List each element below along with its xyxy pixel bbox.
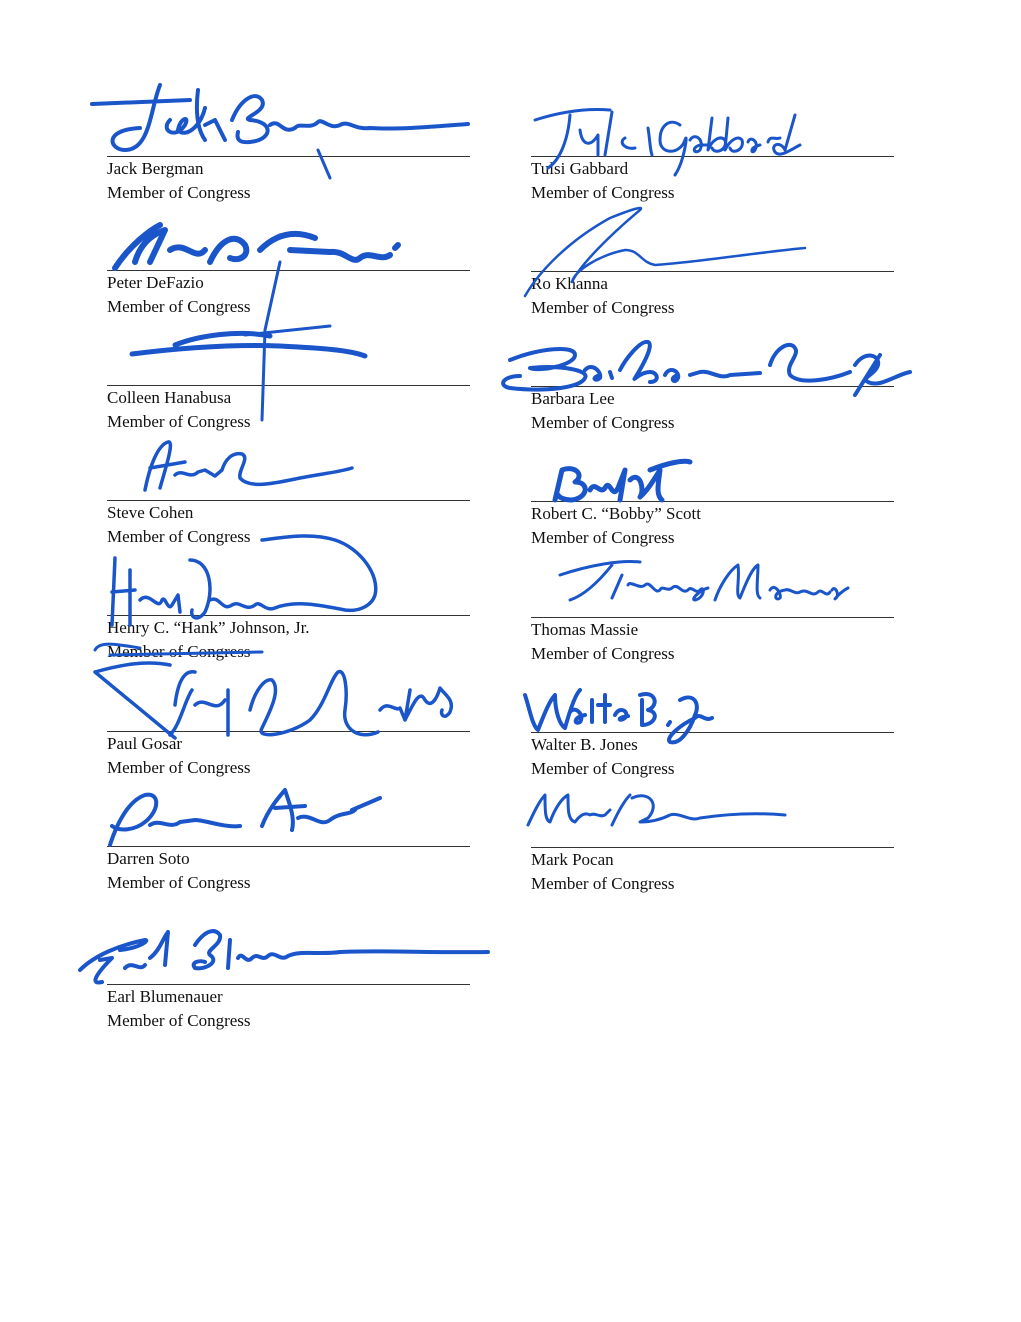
signature-line [107,731,470,732]
signer-title: Member of Congress [531,644,675,663]
signature-line [531,386,894,387]
signature-block-gabbard [531,156,894,266]
signature-block-defazio [107,270,470,380]
signature-block-massie [531,617,894,727]
signer-title: Member of Congress [107,412,251,431]
signature-line [107,500,470,501]
signature-block-scott [531,501,894,611]
signature-line [531,501,894,502]
signer-name: Jack Bergman [107,159,204,178]
signer-name: Mark Pocan [531,850,614,869]
signer-name: Darren Soto [107,849,190,868]
signer-title: Member of Congress [531,298,675,317]
signature-line [107,270,470,271]
signer-title: Member of Congress [531,413,675,432]
signature-block-khanna [531,271,894,381]
signature-block-bergman [107,156,470,266]
signer-title: Member of Congress [107,183,251,202]
signature-block-johnson [107,615,470,725]
signer-name: Steve Cohen [107,503,194,522]
signer-title: Member of Congress [531,528,675,547]
signer-name: Colleen Hanabusa [107,388,232,407]
signer-title: Member of Congress [107,873,251,892]
signature-block-cohen [107,500,470,610]
signer-name: Earl Blumenauer [107,987,223,1006]
signature-block-pocan [531,847,894,957]
signature-block-lee [531,386,894,496]
signer-title: Member of Congress [107,1011,251,1030]
signature-line [531,732,894,733]
signer-title: Member of Congress [107,527,251,546]
signature-line [107,156,470,157]
signer-name: Paul Gosar [107,734,183,753]
signature-line [107,984,470,985]
signer-title: Member of Congress [531,183,675,202]
signer-title: Member of Congress [531,874,675,893]
signer-title: Member of Congress [107,297,251,316]
signer-name: Barbara Lee [531,389,615,408]
signer-name: Thomas Massie [531,620,639,639]
signature-line [531,617,894,618]
signer-name: Ro Khanna [531,274,608,293]
signature-block-soto [107,846,470,956]
signature-block-hanabusa [107,385,470,495]
signature-line [107,385,470,386]
signature-line [531,156,894,157]
signature-line [531,271,894,272]
signer-name: Walter B. Jones [531,735,638,754]
signer-name: Tulsi Gabbard [531,159,629,178]
signer-name: Peter DeFazio [107,273,204,292]
signer-title: Member of Congress [107,758,251,777]
signature-line [107,846,470,847]
signer-name: Robert C. “Bobby” Scott [531,504,701,523]
signer-name: Henry C. “Hank” Johnson, Jr. [107,618,310,637]
signer-title: Member of Congress [531,759,675,778]
signature-line [531,847,894,848]
signature-block-gosar [107,731,470,841]
signature-block-blumenauer [107,984,470,1094]
signature-line [107,615,470,616]
signer-title: Member of Congress [107,642,251,661]
signature-block-jones [531,732,894,842]
